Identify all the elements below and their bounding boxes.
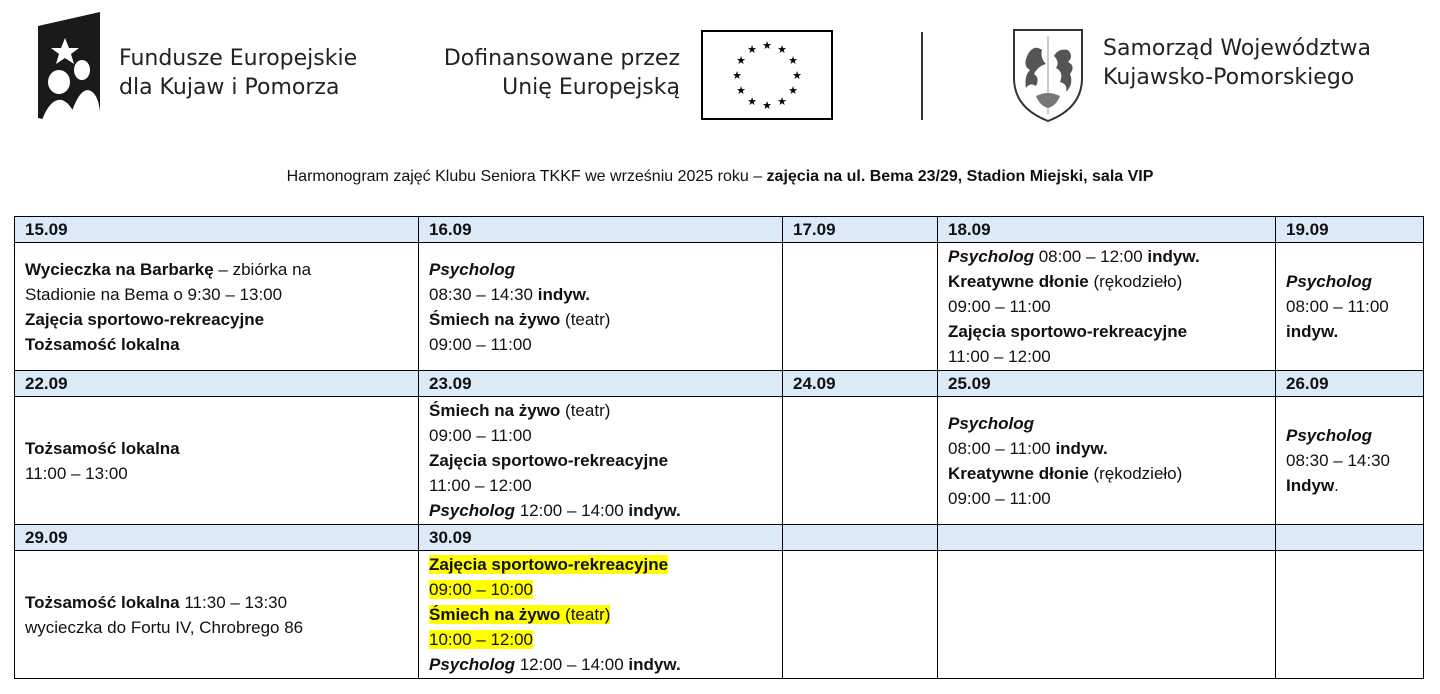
highlighted-activity-title: Śmiech na żywo: [429, 605, 561, 624]
activity-text: (teatr): [560, 309, 611, 329]
date-cell: 30.09: [419, 525, 783, 551]
eu-star-icon: ★: [788, 84, 798, 97]
activity-cell: [938, 397, 1276, 525]
activity-title: Kreatywne dłonie: [948, 272, 1089, 291]
activity-title: Psycholog: [948, 247, 1034, 266]
samo-line-2: Kujawsko-Pomorskiego: [1103, 65, 1355, 90]
activity-line: [429, 652, 772, 677]
highlighted-activity-title: Zajęcia sportowo-rekreacyjne: [429, 555, 669, 574]
activity-title: Kreatywne dłonie: [948, 463, 1089, 483]
activity-title-text: Zajęcia sportowo-rekreacyjne: [948, 322, 1188, 341]
date-cell: 15.09: [15, 217, 419, 243]
activity-line: [1286, 473, 1413, 498]
activity-title: Psycholog: [429, 655, 515, 674]
eu-star-icon: ★: [732, 69, 742, 82]
activity-title: Psycholog: [429, 501, 515, 520]
date-cell: 19.09: [1276, 217, 1424, 243]
activity-line: Stadionie na Bema o 9:30 – 13:00: [25, 284, 283, 304]
date-cell: 25.09: [938, 371, 1276, 397]
eu-star-icon: ★: [792, 69, 802, 82]
activity-cell-empty: [783, 397, 938, 525]
date-cell: [1276, 525, 1424, 551]
activity-line: [429, 602, 772, 627]
date-cell: 17.09: [783, 217, 938, 243]
activity-line: [948, 436, 1265, 461]
activity-title: [25, 332, 408, 357]
activity-title-text: Zajęcia sportowo-rekreacyjne: [25, 309, 265, 329]
activity-cell-empty: [938, 551, 1276, 679]
activity-time: 09:00 – 11:00: [429, 334, 532, 354]
eu-cofinance-text: [426, 44, 680, 102]
activity-line: [25, 257, 408, 282]
activity-line: [429, 498, 772, 523]
date-row-week-1: [15, 217, 1424, 243]
eu-star-icon: ★: [736, 84, 746, 97]
activity-time: 09:00 – 11:00: [429, 426, 532, 445]
fe-logo-text: [119, 44, 357, 102]
activity-cell-empty: [1276, 551, 1424, 679]
activity-title-text: Zajęcia sportowo-rekreacyjne: [429, 451, 669, 470]
activity-title: [429, 552, 772, 577]
activity-cell: [938, 243, 1276, 371]
activities-row-week-1: [15, 243, 1424, 371]
activity-time: 08:30 – 14:30: [429, 284, 538, 304]
activity-note: indyw.: [628, 501, 681, 520]
activity-line: [25, 590, 408, 615]
activity-text: (teatr): [560, 401, 611, 420]
activity-title: Psycholog: [1286, 272, 1372, 291]
title-normal: Harmonogram zajęć Klubu Seniora TKKF we wrześniu 2025 roku –: [286, 168, 767, 185]
activity-line: [948, 411, 1265, 436]
eu-star-icon: ★: [762, 99, 772, 112]
activity-title: Psycholog: [429, 259, 515, 279]
activity-time: 11:00 – 12:00: [948, 347, 1051, 366]
eu-line-1: Dofinansowane przez: [443, 46, 680, 71]
activity-title-text: Tożsamość lokalna: [25, 334, 180, 354]
activity-line: [948, 461, 1265, 486]
activity-title: Śmiech na żywo: [429, 401, 561, 420]
header: [0, 0, 1440, 150]
activity-cell: [15, 551, 419, 679]
activity-line: [429, 282, 772, 307]
activity-title-text: Tożsamość lokalna: [25, 438, 180, 458]
activity-time: 08:30 – 14:30: [1286, 451, 1390, 470]
activity-time: 11:00 – 12:00: [429, 476, 532, 495]
eu-star-icon: ★: [788, 54, 798, 67]
activity-title: [25, 436, 408, 461]
date-cell: 29.09: [15, 525, 419, 551]
eu-star-icon: ★: [736, 54, 746, 67]
activity-cell: [1276, 243, 1424, 371]
activities-row-week-3: [15, 551, 1424, 679]
samo-line-1: Samorząd Województwa: [1103, 36, 1372, 61]
fe-line-2: dla Kujaw i Pomorza: [119, 75, 340, 100]
eu-line-2: Unię Europejską: [502, 75, 680, 100]
activity-text: (rękodzieło): [1088, 272, 1183, 291]
activity-cell: [1276, 397, 1424, 525]
activity-cell: [419, 397, 783, 525]
eu-star-icon: ★: [777, 95, 787, 108]
samorzad-text: [1103, 34, 1371, 92]
activity-note: indyw.: [1147, 247, 1200, 266]
date-cell: 24.09: [783, 371, 938, 397]
activity-cell-empty: [783, 243, 938, 371]
activity-time: [429, 577, 772, 602]
activity-note: indyw.: [1055, 438, 1108, 458]
date-cell: 16.09: [419, 217, 783, 243]
activity-time: 12:00 – 14:00: [514, 655, 629, 674]
fundusze-europejskie-logo: [38, 12, 100, 132]
eu-star-icon: ★: [747, 43, 757, 56]
activity-line: [429, 307, 772, 332]
activity-time: 12:00 – 14:00: [514, 501, 629, 520]
activity-time: 09:00 – 11:00: [948, 488, 1051, 508]
activity-line: [948, 244, 1265, 269]
highlighted-activity-time: 10:00 – 12:00: [429, 630, 533, 649]
activity-time: 08:00 – 11:00: [948, 438, 1056, 458]
eu-star-icon: ★: [762, 39, 772, 52]
activity-cell: [15, 243, 419, 371]
date-cell: 18.09: [938, 217, 1276, 243]
activity-title: Psycholog: [1286, 426, 1372, 445]
header-divider: [921, 32, 923, 120]
date-cell: 23.09: [419, 371, 783, 397]
date-cell: 22.09: [15, 371, 419, 397]
activity-cell-empty: [783, 551, 938, 679]
activity-time: [429, 627, 772, 652]
activity-line: [1286, 269, 1413, 294]
date-cell: [938, 525, 1276, 551]
activities-row-week-2: [15, 397, 1424, 525]
activity-note: indyw.: [628, 655, 681, 674]
activity-line: [1286, 319, 1413, 344]
activity-title: Psycholog: [948, 413, 1034, 433]
activity-time: 11:30 – 13:30: [179, 592, 288, 612]
activity-line: [429, 398, 772, 423]
coat-of-arms-icon: [1010, 26, 1086, 124]
eu-flag-icon: [701, 30, 833, 120]
activity-cell: [419, 243, 783, 371]
activity-text: .: [1334, 476, 1339, 495]
date-row-week-3: [15, 525, 1424, 551]
activity-note: Indyw: [1286, 476, 1335, 495]
eu-star-icon: ★: [747, 95, 757, 108]
activity-time: 11:00 – 13:00: [25, 463, 128, 483]
activity-time: 09:00 – 11:00: [948, 297, 1051, 316]
page-title: [0, 168, 1440, 186]
activity-title: [25, 307, 408, 332]
activity-title: Tożsamość lokalna: [25, 592, 180, 612]
activity-title: [429, 448, 772, 473]
activity-time: 08:00 – 11:00: [1286, 297, 1389, 316]
activity-cell: [419, 551, 783, 679]
activity-text: (rękodzieło): [1088, 463, 1183, 483]
fe-line-1: Fundusze Europejskie: [119, 46, 358, 71]
activity-line: [948, 269, 1265, 294]
date-row-week-2: [15, 371, 1424, 397]
highlighted-activity-time: 09:00 – 10:00: [429, 580, 533, 599]
eu-star-icon: ★: [777, 43, 787, 56]
activity-note: indyw.: [1286, 322, 1339, 341]
activity-note: indyw.: [537, 284, 590, 304]
activity-title: [948, 319, 1265, 344]
activity-title: Śmiech na żywo: [429, 309, 561, 329]
title-bold: zajęcia na ul. Bema 23/29, Stadion Miejski, sala VIP: [766, 168, 1154, 185]
schedule-table: [14, 216, 1424, 679]
activity-title: Wycieczka na Barbarkę: [25, 259, 214, 279]
activity-line: [1286, 423, 1413, 448]
highlighted-activity-text: (teatr): [560, 605, 611, 624]
activity-cell: [15, 397, 419, 525]
date-cell: 26.09: [1276, 371, 1424, 397]
activity-line: [429, 257, 772, 282]
activity-time: 08:00 – 12:00: [1033, 247, 1148, 266]
date-cell: [783, 525, 938, 551]
activity-text: – zbiórka na: [213, 259, 312, 279]
activity-line: wycieczka do Fortu IV, Chrobrego 86: [25, 617, 304, 637]
